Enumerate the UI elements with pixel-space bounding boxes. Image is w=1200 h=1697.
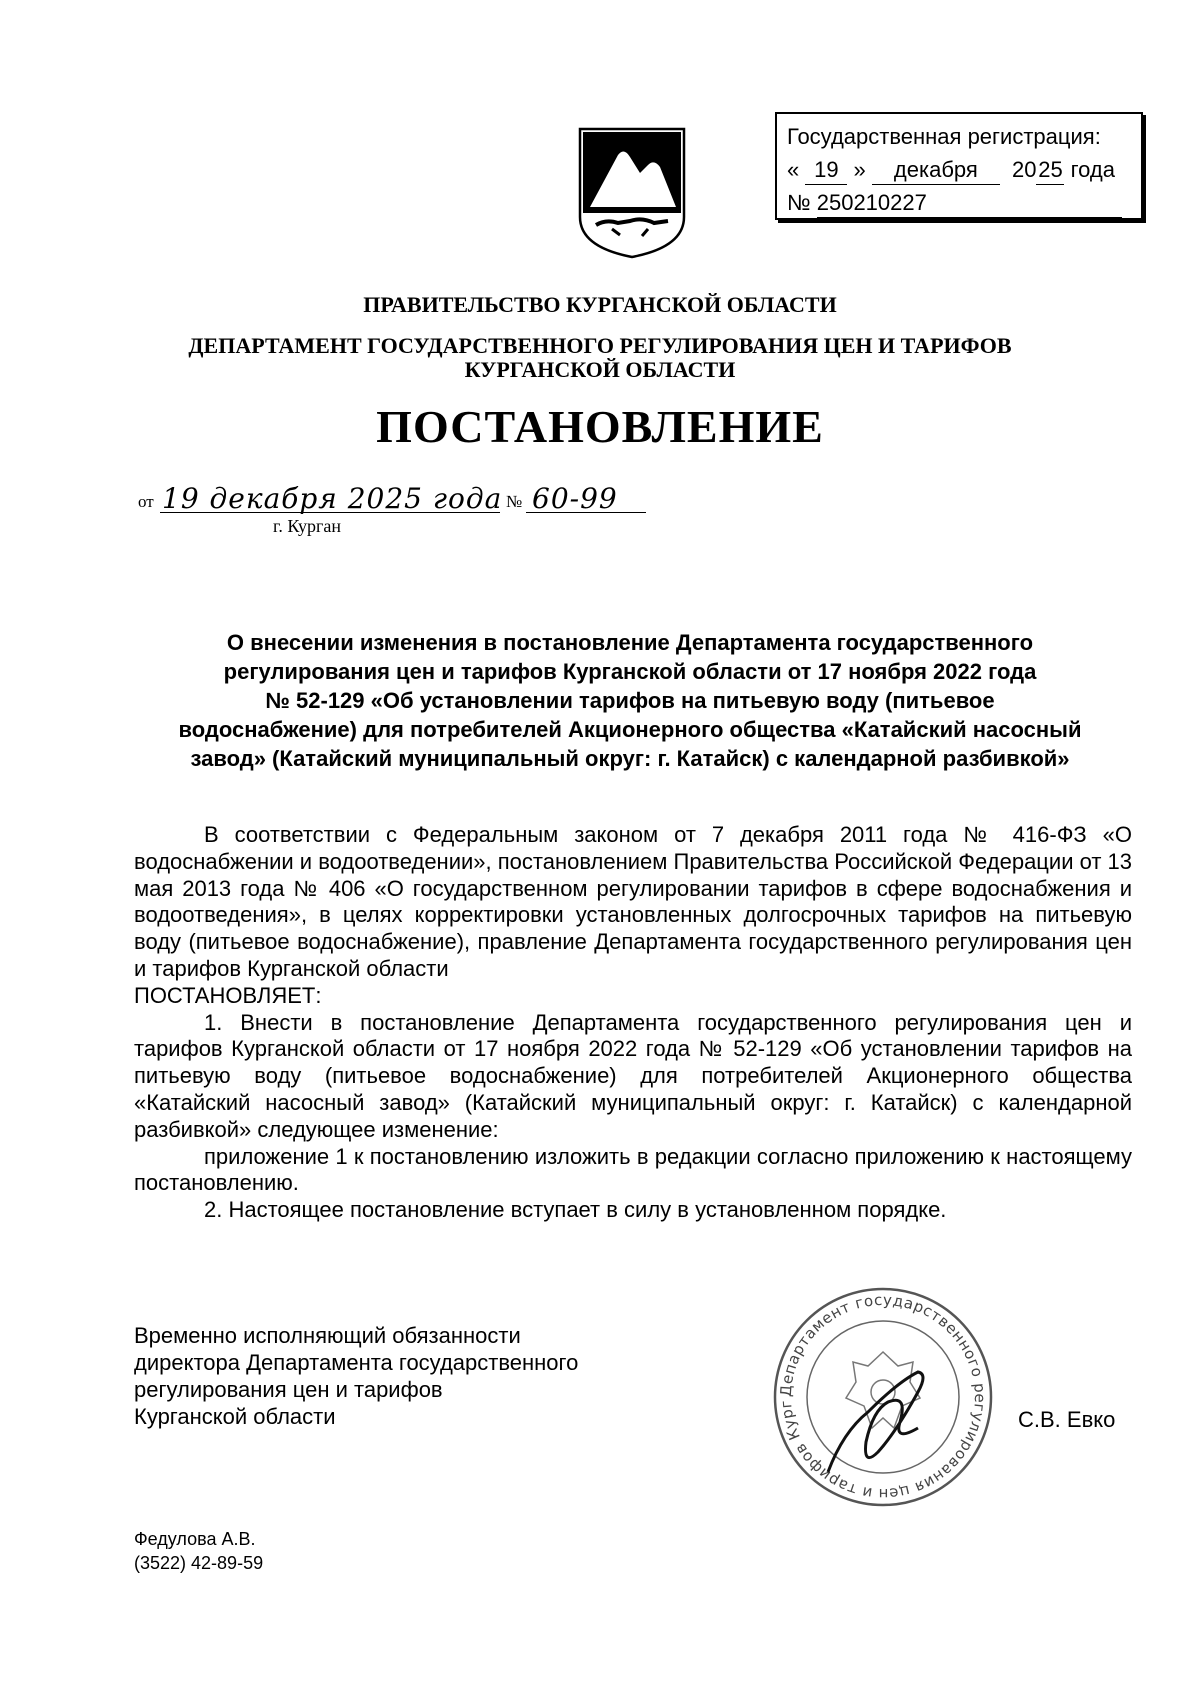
- registration-year-word: года: [1070, 157, 1115, 182]
- svg-text:Департамент государственного р: [768, 1282, 989, 1503]
- day-open-quote: «: [787, 157, 800, 182]
- registration-number: [787, 186, 1131, 219]
- signer-line: директора Департамента государственного: [134, 1350, 579, 1375]
- signer-position: [134, 1322, 578, 1430]
- registration-title: Государственная регистрация:: [787, 124, 1101, 149]
- executor-name: Федулова А.В.: [134, 1529, 256, 1549]
- department-title-line2: КУРГАНСКОЙ ОБЛАСТИ: [464, 357, 736, 382]
- subject-line: № 52-129 «Об установлении тарифов на питьевую воду (питьевое: [265, 688, 995, 713]
- document-body: [134, 822, 1132, 1224]
- signer-name: С.В. Евко: [1018, 1407, 1116, 1432]
- body-paragraph: приложение 1 к постановлению изложить в редакции согласно приложению к настоящему постановлению.: [134, 1143, 1132, 1196]
- handwritten-date: 19 декабря 2025 года: [162, 482, 503, 515]
- subject-line: водоснабжение) для потребителей Акционерного общества «Катайский насосный: [178, 717, 1082, 742]
- registration-year-prefix: 20: [1012, 157, 1037, 182]
- registration-day: 19: [805, 156, 847, 185]
- date-number-line: [138, 482, 658, 526]
- signer-line: Временно исполняющий обязанности: [134, 1323, 521, 1348]
- registration-box: [775, 112, 1143, 220]
- coat-of-arms-icon: [572, 125, 692, 260]
- body-paragraph: В соответствии с Федеральным законом от 7 декабря 2011 года № 416-ФЗ «О водоснабжении и водоотведении», постановлением Правительства Российской Федерации от 13 мая 2013 года № 406 «О государственном регулировании тарифов в сфере водоснабжения и водоотведения», в целях корректировки установленных долгосрочных тарифов на питьевую воду (питьевое водоснабжение), правление Департамента государственного регулирования цен и тарифов Курганской области: [134, 822, 1133, 981]
- official-stamp-icon: [768, 1282, 998, 1512]
- registration-date: [787, 153, 1131, 186]
- subject-line: завод» (Катайский муниципальный округ: г. Катайск) с календарной разбивкой»: [190, 746, 1070, 771]
- document-subject: [130, 628, 1130, 773]
- registration-month: декабря: [872, 156, 1000, 185]
- day-close-quote: »: [853, 157, 866, 182]
- resolution-keyword: ПОСТАНОВЛЯЕТ:: [134, 982, 322, 1008]
- executor-info: [134, 1527, 263, 1575]
- from-label: от: [138, 492, 154, 511]
- registration-number-value: 250210227: [817, 189, 1122, 218]
- handwritten-number: 60-99: [532, 482, 618, 515]
- stamp-text: Департамент государственного регулирования цен и тарифов Кург: [776, 1290, 990, 1504]
- subject-line: О внесении изменения в постановление Департамента государственного: [226, 630, 1034, 655]
- document-type: ПОСТАНОВЛЕНИЕ: [376, 401, 824, 452]
- city: г. Курган: [273, 516, 342, 536]
- department-title-line1: ДЕПАРТАМЕНТ ГОСУДАРСТВЕННОГО РЕГУЛИРОВАНИЯ ЦЕН И ТАРИФОВ: [188, 333, 1012, 358]
- executor-phone: (3522) 42-89-59: [134, 1553, 264, 1573]
- signer-line: Курганской области: [134, 1404, 336, 1429]
- number-prefix: №: [787, 190, 811, 215]
- subject-line: регулирования цен и тарифов Курганской области от 17 ноября 2022 года: [223, 659, 1037, 684]
- number-label: №: [506, 492, 523, 511]
- signer-line: регулирования цен и тарифов: [134, 1377, 443, 1402]
- department-title: [0, 334, 1200, 382]
- body-paragraph: 2. Настоящее постановление вступает в силу в установленном порядке.: [204, 1197, 947, 1223]
- government-title: ПРАВИТЕЛЬСТВО КУРГАНСКОЙ ОБЛАСТИ: [363, 292, 837, 317]
- body-paragraph: 1. Внести в постановление Департамента государственного регулирования цен и тарифов Курганской области от 17 ноября 2022 года № 52-129 «Об установлении тарифов на питьевую воду (питьевое водоснабжение) для потребителей Акционерного общества «Катайский насосный завод» (Катайский муниципальный округ: г. Катайск) с календарной разбивкой» следующее изменение:: [134, 1009, 1132, 1142]
- registration-year-suffix: 25: [1036, 156, 1064, 185]
